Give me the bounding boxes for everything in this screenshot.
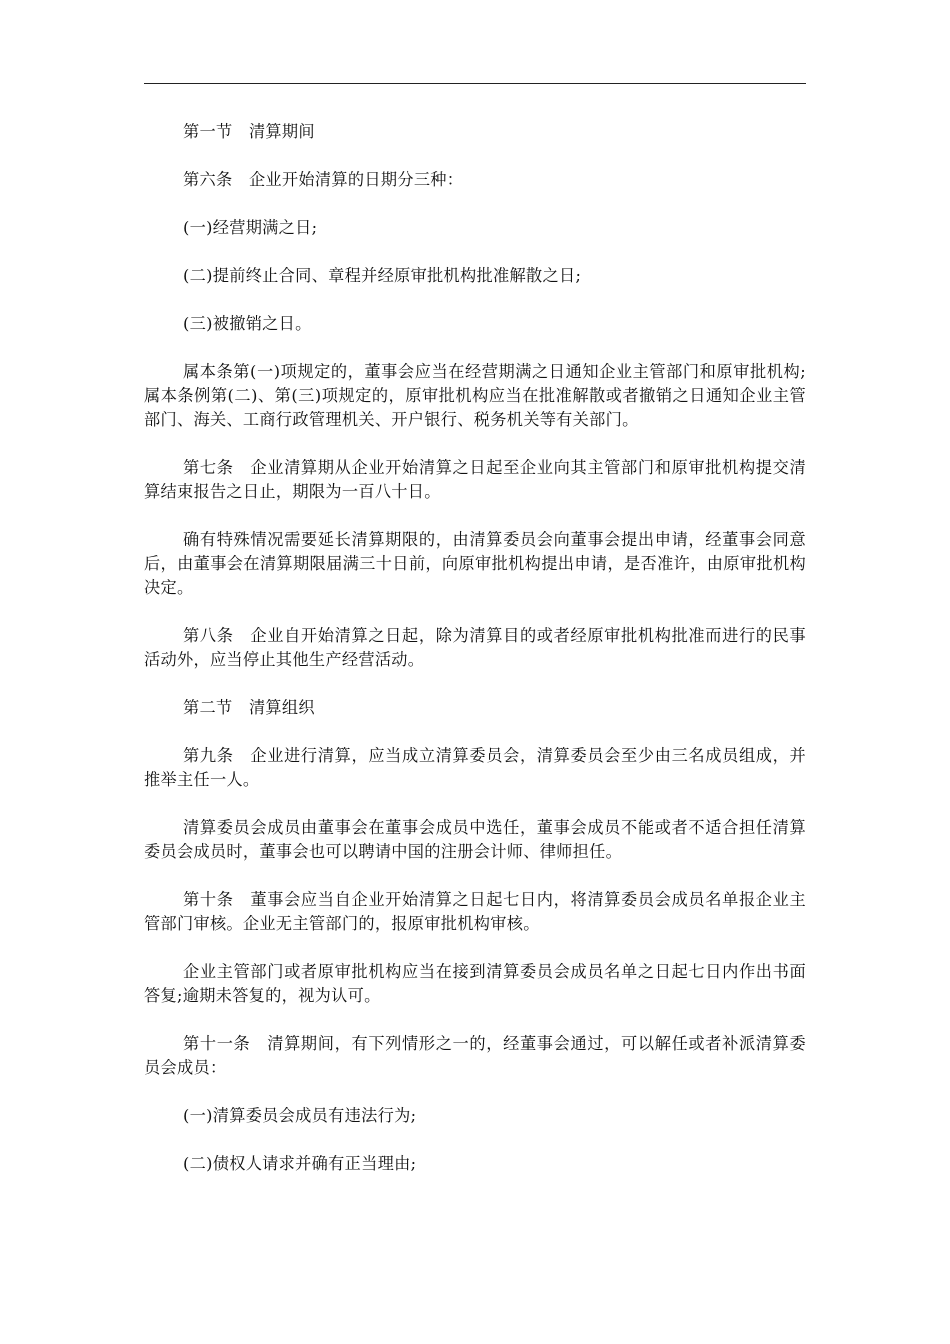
body-paragraph: 确有特殊情况需要延长清算期限的，由清算委员会向董事会提出申请，经董事会同意后，由董事会在清算期限届满三十日前，向原审批机构提出申请，是否准许，由原审批机构决定。 [144,530,806,597]
document-body [144,120,806,1200]
list-item: (三)被撤销之日。 [183,314,312,333]
article-paragraph: 第九条 企业进行清算，应当成立清算委员会，清算委员会至少由三名成员组成，并推举主任一人。 [144,746,806,789]
list-item: (一)清算委员会成员有违法行为; [183,1106,417,1125]
article-paragraph: 第六条 企业开始清算的日期分三种： [183,170,464,189]
article-paragraph: 第十一条 清算期间，有下列情形之一的，经董事会通过，可以解任或者补派清算委员会成员： [144,1034,806,1077]
body-paragraph: 属本条第(一)项规定的，董事会应当在经营期满之日通知企业主管部门和原审批机构;属本条例第(二)、第(三)项规定的，原审批机构应当在批准解散或者撤销之日通知企业主管部门、海关、工商行政管理机关、开户银行、税务机关等有关部门。 [144,362,806,429]
article-paragraph: 第十条 董事会应当自企业开始清算之日起七日内，将清算委员会成员名单报企业主管部门审核。企业无主管部门的，报原审批机构审核。 [144,890,806,933]
header-rule [144,83,806,84]
list-item: (二)债权人请求并确有正当理由; [183,1154,417,1173]
body-paragraph: 企业主管部门或者原审批机构应当在接到清算委员会成员名单之日起七日内作出书面答复;逾期未答复的，视为认可。 [144,962,806,1005]
article-paragraph: 第七条 企业清算期从企业开始清算之日起至企业向其主管部门和原审批机构提交清算结束报告之日止，期限为一百八十日。 [144,458,806,501]
list-item: (二)提前终止合同、章程并经原审批机构批准解散之日; [183,266,582,285]
article-paragraph: 第八条 企业自开始清算之日起，除为清算目的或者经原审批机构批准而进行的民事活动外，应当停止其他生产经营活动。 [144,626,806,669]
body-paragraph: 清算委员会成员由董事会在董事会成员中选任，董事会成员不能或者不适合担任清算委员会成员时，董事会也可以聘请中国的注册会计师、律师担任。 [144,818,806,861]
section-heading: 第二节 清算组织 [183,698,315,717]
section-heading: 第一节 清算期间 [183,122,315,141]
list-item: (一)经营期满之日; [183,218,318,237]
